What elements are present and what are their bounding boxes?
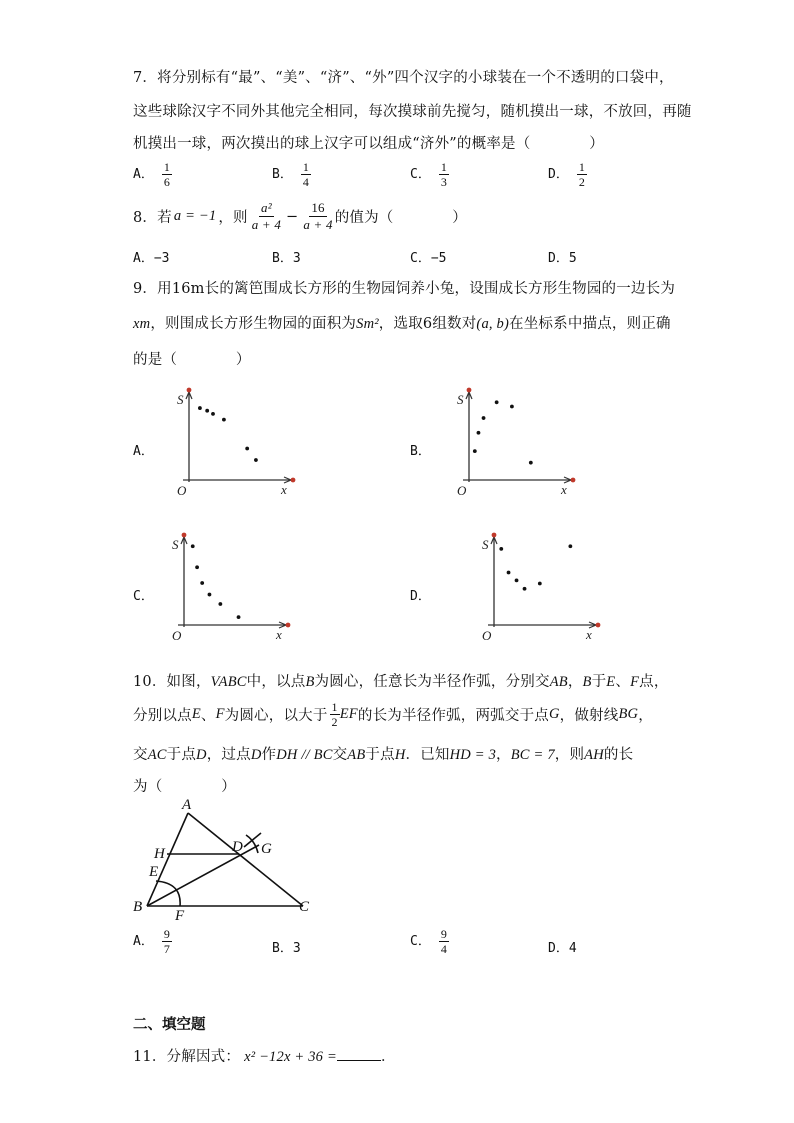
q10-option-a[interactable]	[133, 927, 172, 956]
q9-graph-b	[445, 380, 565, 500]
x-axis-label: x	[561, 482, 567, 497]
origin-label: O	[457, 483, 467, 498]
q8-option-a[interactable]: A．−3	[133, 251, 170, 266]
y-axis-label: S	[172, 537, 179, 552]
q8-option-b[interactable]: B．3	[272, 251, 301, 266]
q8-option-d[interactable]: D．5	[548, 251, 577, 266]
q9-line-3: 的是（ ）	[133, 352, 251, 368]
section-title-fill-in: 二、填空题	[133, 1017, 206, 1033]
option-label: D．	[548, 167, 569, 182]
q7-option-c[interactable]	[410, 160, 449, 189]
x-axis-end-marker	[286, 623, 291, 628]
x-axis-label: x	[586, 627, 592, 642]
data-point	[538, 582, 542, 586]
q9-graph-c	[160, 525, 280, 645]
q7-option-d[interactable]	[548, 160, 587, 189]
q11-line: 11．分解因式： x² −12x + 36 = ．	[133, 1049, 396, 1065]
data-point	[507, 571, 511, 575]
fraction: $\frac{1}{6}$	[163, 160, 170, 189]
fraction: $\frac{1}{3}$	[440, 160, 447, 189]
data-point	[482, 416, 486, 420]
label-e: E	[149, 864, 159, 880]
q7-option-a[interactable]	[133, 160, 172, 189]
fraction: $\frac{1}{2}$	[578, 160, 585, 189]
data-point	[473, 449, 477, 453]
data-point	[568, 544, 572, 548]
data-point	[515, 578, 519, 582]
data-point	[529, 461, 533, 465]
y-axis-end-marker	[492, 533, 497, 538]
y-axis-label: S	[482, 537, 489, 552]
data-point	[200, 581, 204, 585]
q7-option-b[interactable]	[272, 160, 311, 189]
fraction-16: $\frac{16}{a + 4}$	[303, 200, 333, 232]
label-g: G	[261, 841, 272, 857]
data-point	[477, 431, 481, 435]
q9-line-1: 9．用16m长的篱笆围成长方形的生物园饲养小兔，设围成长方形生物园的一边长为	[133, 281, 676, 297]
answer-blank[interactable]	[337, 1048, 381, 1061]
data-point	[208, 593, 212, 597]
x-axis-end-marker	[291, 478, 296, 483]
y-axis-label: S	[177, 392, 184, 407]
y-axis-label: S	[457, 392, 464, 407]
q10-line-3: 交AC于点D，过点D作DH // BC交AB于点H．已知HD = 3，BC = 7，则AH的长	[133, 747, 634, 763]
segment-ac	[188, 813, 303, 906]
data-point	[495, 400, 499, 404]
q10-option-c[interactable]	[410, 927, 449, 956]
q8-line: 8．若 a = −1 ，则 $\frac{\text{a²}}{a + 4}$ − $\frac{16}{a + 4}$ 的值为（ ）	[133, 200, 467, 232]
y-axis-end-marker	[467, 388, 472, 393]
data-point	[510, 405, 514, 409]
data-point	[211, 412, 215, 416]
q8-option-c[interactable]: C．−5	[410, 251, 447, 266]
option-label: C．	[410, 167, 431, 182]
origin-label: O	[482, 628, 492, 643]
fraction: $\frac{9}{7}$	[163, 927, 170, 956]
origin-label: O	[177, 483, 187, 498]
q7-line-3: 机摸出一球，两次摸出的球上汉字可以组成“济外”的概率是（ ）	[133, 136, 604, 152]
data-point	[523, 587, 527, 591]
x-axis-label: x	[276, 627, 282, 642]
q10-line-4: 为（ ）	[133, 779, 236, 795]
label-d: D	[232, 839, 243, 855]
q9-option-c[interactable]: C．	[133, 589, 154, 604]
data-point	[254, 458, 258, 462]
q9-option-d[interactable]: D．	[410, 589, 431, 604]
label-c: C	[299, 899, 310, 915]
arc-ef	[156, 881, 180, 906]
q9-graph-d	[470, 525, 590, 645]
data-point	[198, 406, 202, 410]
label-a: A	[182, 797, 192, 813]
fraction-half: $\frac{1}{2}$	[331, 700, 338, 729]
fraction: $\frac{1}{4}$	[302, 160, 309, 189]
data-point	[195, 565, 199, 569]
q9-line-2: xm，则围成长方形生物园的面积为Sm²，选取6组数对(a, b)在坐标系中描点，则正确	[133, 316, 671, 332]
option-label: C．	[410, 934, 431, 949]
q10-line-1: 10．如图，VABC中，以点B为圆心，任意长为半径作弧，分别交AB，B于E、F点，	[133, 674, 669, 690]
data-point	[222, 418, 226, 422]
data-point	[191, 544, 195, 548]
option-label: B．	[272, 167, 293, 182]
data-point	[245, 447, 249, 451]
q10-triangle-figure	[128, 795, 328, 925]
x-axis-end-marker	[571, 478, 576, 483]
q9-option-b[interactable]: B．	[410, 444, 431, 459]
y-axis-end-marker	[187, 388, 192, 393]
data-point	[205, 409, 209, 413]
option-label: A．	[133, 934, 154, 949]
x-axis-label: x	[281, 482, 287, 497]
y-axis-end-marker	[182, 533, 187, 538]
fraction: $\frac{9}{4}$	[440, 927, 447, 956]
q10-option-b[interactable]: B．3	[272, 941, 301, 956]
q9-option-a[interactable]: A．	[133, 444, 154, 459]
fraction-a2: $\frac{\text{a²}}{a + 4}$	[251, 200, 282, 232]
origin-label: O	[172, 628, 182, 643]
data-point	[218, 602, 222, 606]
x-axis-end-marker	[596, 623, 601, 628]
label-f: F	[175, 908, 185, 924]
label-b: B	[133, 899, 143, 915]
data-point	[237, 615, 241, 619]
q7-line-2: 这些球除汉字不同外其他完全相同，每次摸球前先搅匀，随机摸出一球，不放回，再随	[133, 104, 692, 120]
q7-line-1: 7．将分别标有“最”、“美”、“济”、“外”四个汉字的小球装在一个不透明的口袋中，	[133, 70, 674, 86]
q10-line-2: 分别以点 E 、 F 为圆心，以大于 $\frac{1}{2}$ EF 的长为半径作弧，两弧交于点 G ，做射线 BG ，	[133, 700, 653, 729]
label-h: H	[154, 846, 165, 862]
q10-option-d[interactable]: D．4	[548, 941, 577, 956]
data-point	[499, 547, 503, 551]
option-label: A．	[133, 167, 154, 182]
q9-graph-a	[165, 380, 285, 500]
